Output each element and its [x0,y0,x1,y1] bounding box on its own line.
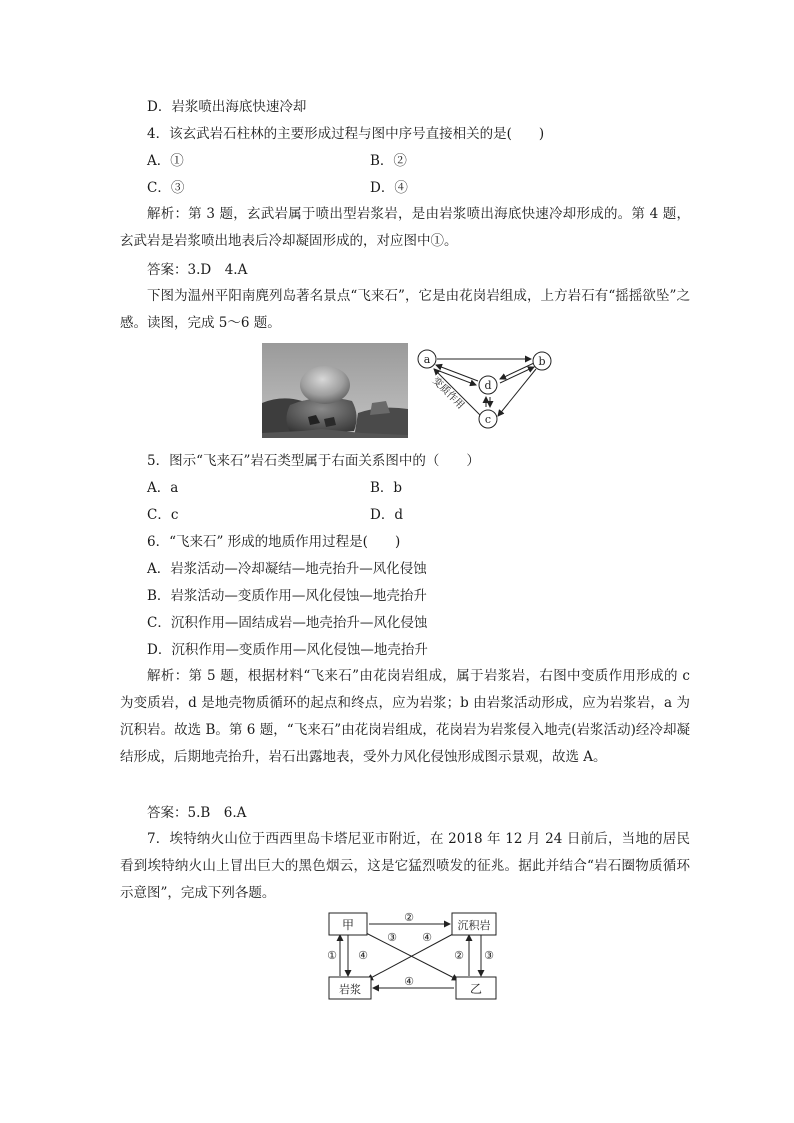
q5-option-d: D．d [370,507,403,523]
q4-option-b: B．② [370,153,407,169]
arrow-label-4-bottom: ④ [404,975,414,988]
arrow-label-4-center: ④ [422,931,432,944]
q4-option-d: D．④ [370,180,408,196]
q6-stem: 6．“飞来石” 形成的地质作用过程是( ) [147,534,401,550]
arrow-label-1-left: ① [327,949,337,962]
metamorphism-label: 变质作用 [429,375,466,412]
q5-option-a: A．a [147,480,179,496]
node-c-label: c [484,413,492,426]
q6-option-d: D．沉积作用—变质作用—风化侵蚀—地壳抬升 [147,642,428,658]
q6-option-c: C．沉积作用—固结成岩—地壳抬升—风化侵蚀 [147,615,428,631]
q5-stem: 5．图示“飞来石”岩石类型属于右面关系图中的（ ） [147,453,480,469]
box-magma-label: 岩浆 [339,983,361,996]
rock-relation-diagram [412,343,562,433]
node-d-label: d [484,379,492,392]
arrow-label-4-left: ④ [358,949,368,962]
q4-option-c: C．③ [147,180,185,196]
q5-option-c: C．c [147,507,179,523]
q7-intro: 7．埃特纳火山位于西西里岛卡塔尼亚市附近，在 2018 年 12 月 24 日前后，当地的居民看到埃特纳火山上冒出巨大的黑色烟云，这是它猛烈喷发的征兆。据此并结合“岩石圈物质循环示意图”，完成下列各题。 [120,831,690,901]
flying-rock-photo [262,343,408,438]
arrow-label-2-right: ② [454,949,464,962]
node-a-label: a [423,353,431,366]
box-yi-label: 乙 [469,982,483,996]
arrow-label-3-right: ③ [484,949,494,962]
node-b-label: b [538,355,546,368]
q4-option-a: A．① [147,153,184,169]
box-jia-label: 甲 [341,918,355,932]
q4-stem: 4．该玄武岩石柱林的主要形成过程与图中序号直接相关的是( ) [147,126,545,142]
q6-option-b: B．岩浆活动—变质作用—风化侵蚀—地壳抬升 [147,588,427,604]
intro-5-6: 下图为温州平阳南麂列岛著名景点“飞来石”，它是由花岗岩组成，上方岩石有“摇摇欲坠”之感。读图，完成 5～6 题。 [120,288,690,331]
arrow-label-2-top: ② [404,911,414,924]
q3-option-d: D．岩浆喷出海底快速冷却 [147,99,307,115]
analysis-5-6: 解析：第 5 题，根据材料“飞来石”由花岗岩组成，属于岩浆岩，右图中变质作用形成的 c 为变质岩，d 是地壳物质循环的起点和终点，应为岩浆；b 由岩浆活动形成，应为岩浆岩，a 为沉积岩。故选 B。第 6 题，“飞来石”由花岗岩组成，花岗岩为岩浆侵入地壳(岩浆活动)经冷却凝结形成，后期地壳抬升，岩石出露地表，受外力风化侵蚀形成图示景观，故选 A。 [120,668,690,765]
answer-3-4: 答案：3.D 4.A [147,262,248,278]
q5-option-b: B．b [370,480,403,496]
arrow-label-3-center: ③ [387,931,397,944]
box-sedimentary-label: 沉积岩 [457,919,491,932]
answer-5-6: 答案：5.B 6.A [147,805,247,821]
lithosphere-cycle-diagram [325,910,500,1002]
analysis-3-4: 解析：第 3 题，玄武岩属于喷出型岩浆岩，是由岩浆喷出海底快速冷却形成的。第 4 题，玄武岩是岩浆喷出地表后冷却凝固形成的，对应图中①。 [120,206,690,249]
q6-option-a: A．岩浆活动—冷却凝结—地壳抬升—风化侵蚀 [147,561,427,577]
